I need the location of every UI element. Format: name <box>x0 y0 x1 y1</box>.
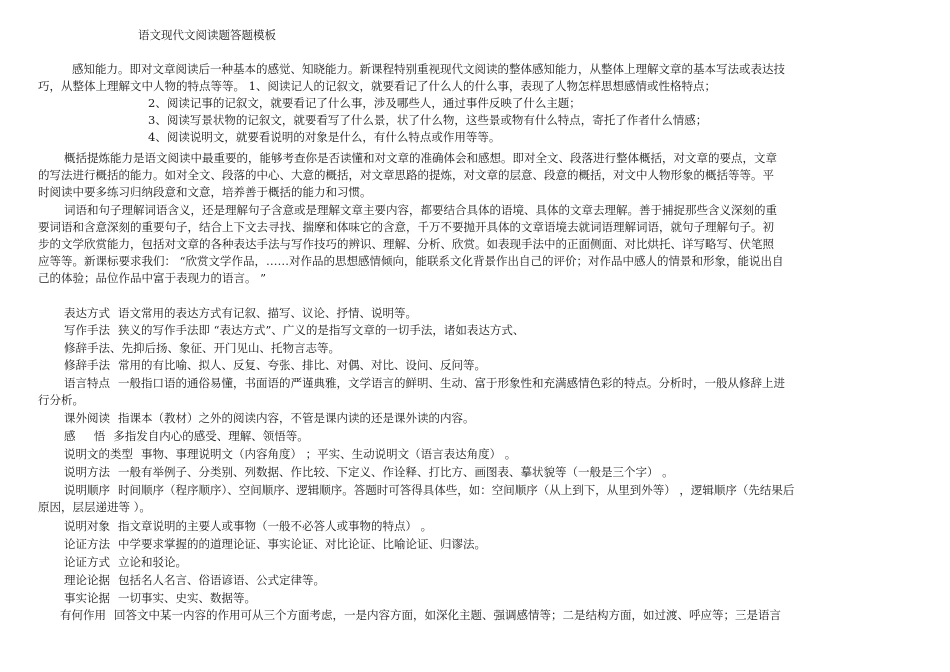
term-row <box>64 572 325 589</box>
term-row <box>60 607 781 624</box>
term-name: 论证方式 <box>64 555 110 569</box>
term-name: 说明方法 <box>64 465 110 479</box>
term-name: 说明对象 <box>64 519 110 533</box>
list-item: 4、阅读说明文，就要看说明的对象是什么，有什么特点或作用等等。 <box>148 130 501 144</box>
paragraph-line: 步的文学欣赏能力，包括对文章的各种表达手法与写作技巧的辨识、理解、分析、欣赏。如表现手法中的正面侧面、对比烘托、详写略写、伏笔照 <box>38 237 774 251</box>
paragraph-line: 巧，从整体上理解文中人物的特点等等。 1、阅读记人的记叙文，就要看记了什么人的什么事，表现了人物怎样思想感情或性格特点； <box>38 79 716 93</box>
term-text: 时间顺序（程序顺序）、空间顺序、逻辑顺序。答题时可答得具体些，如：空间顺序（从上到下，从里到外等） ，逻辑顺序（先结果后 <box>118 483 795 497</box>
term-name: 修辞手法 <box>64 358 110 372</box>
term-name: 感 悟 <box>64 429 106 443</box>
term-row <box>64 428 309 445</box>
term-name: 有何作用 <box>60 608 106 622</box>
term-continuation: 原因，层层递进等 ）。 <box>38 500 151 514</box>
paragraph-line: 应等等。新课标要求我们： “欣赏文学作品，……对作品的思想感情倾向，能联系文化背景作出自己的评价；对作品中感人的情景和形象，能说出自 <box>38 254 784 268</box>
term-name: 论证方法 <box>64 537 110 551</box>
term-text: 修辞手法、先抑后扬、象征、开门见山、托物言志等。 <box>64 341 340 355</box>
document-title: 语文现代文阅读题答题模板 <box>138 28 276 42</box>
term-row <box>64 590 256 607</box>
term-text: 多指发自内心的感受、理解、领悟等。 <box>113 429 309 443</box>
term-continuation: 行分析。 <box>38 393 84 407</box>
paragraph-line: 概括提炼能力是语文阅读中最重要的，能够考查你是否读懂和对文章的准确体会和感想。即对全文、段落进行整体概括，对文章的要点，文章 <box>64 151 777 165</box>
term-row <box>64 536 486 553</box>
term-text: 中学要求掌握的的道理论证、事实论证、对比论证、比喻论证、归谬法。 <box>118 537 486 551</box>
list-item: 2、阅读记事的记叙文，就要看记了什么事，涉及哪些人，通过事件反映了什么主题； <box>148 96 581 110</box>
term-text: 立论和驳论。 <box>118 555 187 569</box>
term-text: 事物、事理说明文（内容角度） ；平实、生动说明文（语言表达角度） 。 <box>141 447 517 461</box>
term-name: 说明顺序 <box>64 483 110 497</box>
term-row <box>64 410 475 427</box>
paragraph-line: 己的体验；品位作品中富于表现力的语言。 ” <box>38 271 267 285</box>
paragraph-line: 要词语和含意深刻的重要句子，结合上下文去寻找、揣摩和体味它的含意，千万不要抛开具体的文章语境去就词语理解词语，就句子理解句子。初 <box>38 220 774 234</box>
term-name: 课外阅读 <box>64 411 110 425</box>
term-name: 事实论据 <box>64 591 110 605</box>
term-row <box>64 340 340 357</box>
term-text: 指文章说明的主要人或事物（一般不必答人或事物的特点） 。 <box>118 519 433 533</box>
term-text: 一般有举例子、分类别、列数据、作比较、下定义、作诠释、打比方、画图表、摹状貌等（一般是三个字） 。 <box>118 465 674 479</box>
list-item: 3、阅读写景状物的记叙文，就要看写了什么景，状了什么物，这些景或物有什么特点，寄托了作者什么情感； <box>148 113 708 127</box>
term-row <box>64 464 674 481</box>
term-name: 表达方式 <box>64 306 110 320</box>
term-name: 语言特点 <box>64 376 110 390</box>
term-name: 理论论据 <box>64 573 110 587</box>
term-text: 包括名人名言、俗语谚语、公式定律等。 <box>118 573 325 587</box>
term-text: 常用的有比喻、拟人、反复、夸张、排比、对偶、对比、设问、反问等。 <box>118 358 486 372</box>
term-row <box>64 446 516 463</box>
term-row <box>64 322 524 339</box>
term-row <box>64 554 187 571</box>
term-name: 说明文的类型 <box>64 447 133 461</box>
term-row <box>64 375 785 392</box>
term-text: 语文常用的表达方式有记叙、描写、议论、抒情、说明等。 <box>118 306 417 320</box>
term-row <box>64 482 794 499</box>
term-row <box>64 518 432 535</box>
term-text: 指课本（教材）之外的阅读内容，不管是课内读的还是课外读的内容。 <box>118 411 475 425</box>
term-text: 狭义的写作手法即 “表达方式”、广义的是指写文章的一切手法，诸如表达方式、 <box>118 323 525 337</box>
term-row <box>64 305 417 322</box>
term-text: 回答文中某一内容的作用可从三个方面考虑，一是内容方面，如深化主题、强调感情等；二是结构方面，如过渡、呼应等；三是语言 <box>114 608 781 622</box>
term-text: 一切事实、史实、数据等。 <box>118 591 256 605</box>
term-row <box>64 357 486 374</box>
term-name: 写作手法 <box>64 323 110 337</box>
paragraph-line: 词语和句子理解词语含义，还是理解句子含意或是理解文章主要内容，都要结合具体的语境、具体的文章去理解。善于捕捉那些含义深刻的重 <box>64 203 777 217</box>
paragraph-line: 感知能力。即对文章阅读后一种基本的感觉、知晓能力。新课程特别重视现代文阅读的整体感知能力，从整体上理解文章的基本写法或表达技 <box>72 62 785 76</box>
term-text: 一般指口语的通俗易懂，书面语的严谨典雅，文学语言的鲜明、生动、富于形象性和充满感情色彩的特点。分析时，一般从修辞上进 <box>118 376 785 390</box>
paragraph-line: 的写法进行概括的能力。如对全文、段落的中心、大意的概括，对文章思路的提炼，对文章的层意、段意的概括，对文中人物形象的概括等等。平 <box>38 168 774 182</box>
paragraph-line: 时阅读中要多练习归纳段意和文意，培养善于概括的能力和习惯。 <box>38 185 372 199</box>
